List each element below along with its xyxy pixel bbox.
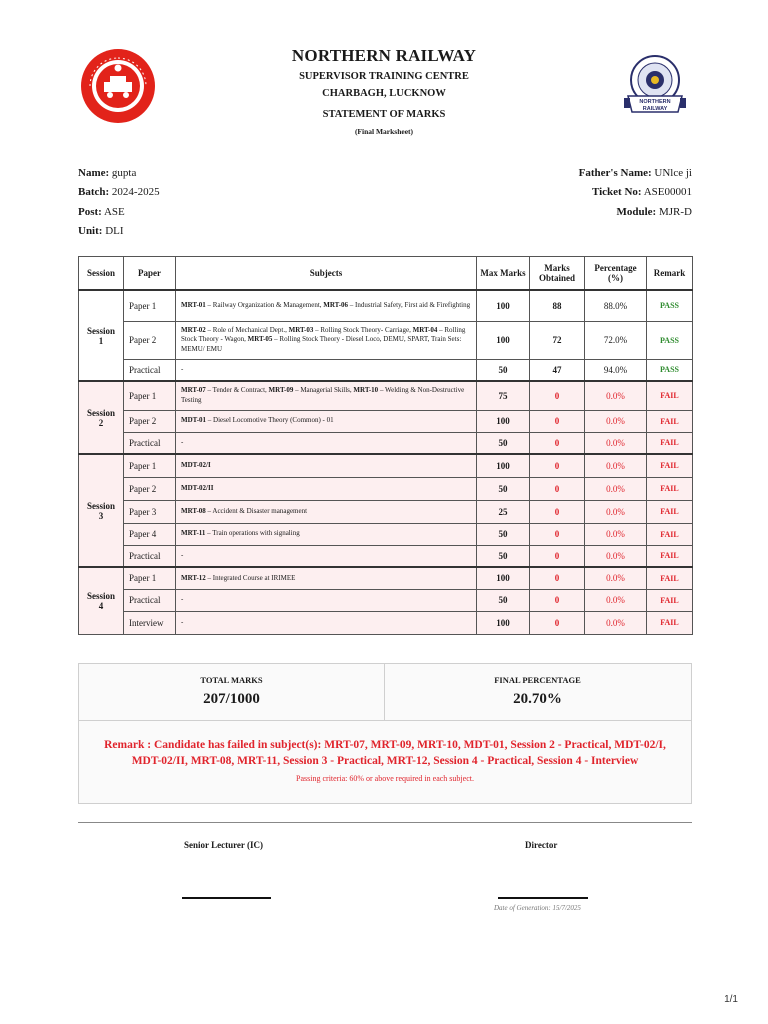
subject-code: MRT-06 xyxy=(323,301,349,310)
percentage-cell: 0.0% xyxy=(585,454,647,477)
total-marks-value: 207/1000 xyxy=(203,691,260,707)
marks-table xyxy=(78,256,693,635)
subject-code: MRT-04 xyxy=(412,325,438,334)
module-field xyxy=(617,206,693,218)
ticket-label: Ticket No: xyxy=(591,186,642,198)
max-marks-cell: 100 xyxy=(477,567,530,589)
paper-cell: Practical xyxy=(124,589,176,611)
paper-cell: Interview xyxy=(124,611,176,634)
subjects-cell xyxy=(176,567,477,589)
subjects-cell xyxy=(176,381,477,410)
father-name-field xyxy=(579,167,692,179)
table-row xyxy=(79,359,693,381)
percentage-cell: 0.0% xyxy=(585,523,647,545)
marks-obtained-cell: 0 xyxy=(530,589,585,611)
subject-code: MRT-08 xyxy=(181,506,206,515)
remark-cell: FAIL xyxy=(647,589,693,611)
subjects-cell xyxy=(176,359,477,381)
post-value: ASE xyxy=(103,206,125,218)
subjects-cell xyxy=(176,321,477,359)
subject-description: – Tender & Contract, xyxy=(205,386,269,395)
table-row xyxy=(79,589,693,611)
max-marks-cell: 50 xyxy=(477,545,530,567)
senior-lecturer-signature-label: Senior Lecturer (IC) xyxy=(184,840,263,850)
marks-obtained-cell: 0 xyxy=(530,477,585,500)
table-row xyxy=(79,410,693,432)
subjects-cell xyxy=(176,611,477,634)
percentage-cell: 0.0% xyxy=(585,410,647,432)
marks-obtained-cell: 0 xyxy=(530,410,585,432)
percentage-cell: 0.0% xyxy=(585,477,647,500)
unit-label: Unit: xyxy=(78,225,103,237)
column-header: Paper xyxy=(124,257,176,291)
final-remark: Remark : Candidate has failed in subject(s): MRT-07, MRT-09, MRT-10, MDT-01, Session 2 - Practical, MDT-02/I, MDT-02/II, MRT-08, MRT-11, Session 3 - Practical, MRT-12, Session 4 - Practical, Session 4 - Interview xyxy=(104,739,666,767)
subject-code: MDT-02/II xyxy=(181,483,214,492)
name-value: gupta xyxy=(111,167,137,179)
subject-code: MRT-10 xyxy=(353,386,379,395)
father-name-value: UNlce ji xyxy=(654,167,692,179)
subject-code: MRT-12 xyxy=(181,573,206,582)
name-field xyxy=(78,167,136,179)
remark-cell: FAIL xyxy=(647,567,693,589)
marks-obtained-cell: 0 xyxy=(530,523,585,545)
marks-obtained-cell: 0 xyxy=(530,432,585,454)
percentage-cell: 0.0% xyxy=(585,589,647,611)
marks-obtained-cell: 47 xyxy=(530,359,585,381)
paper-cell: Paper 2 xyxy=(124,321,176,359)
indian-railways-emblem-icon xyxy=(80,48,156,124)
session-cell: Session 4 xyxy=(79,567,124,634)
max-marks-cell: 100 xyxy=(477,321,530,359)
session-cell: Session 1 xyxy=(79,290,124,381)
svg-text:RAILWAY: RAILWAY xyxy=(642,106,668,112)
generation-date: Date of Generation: 15/7/2025 xyxy=(494,904,581,912)
unit-field xyxy=(78,225,124,237)
subject-description: – Diesel Locomotive Theory (Common) - 01 xyxy=(206,416,334,425)
paper-cell: Paper 3 xyxy=(124,500,176,523)
percentage-cell: 0.0% xyxy=(585,381,647,410)
director-signature-label: Director xyxy=(525,840,558,850)
centre-name: SUPERVISOR TRAINING CENTRE xyxy=(299,71,469,82)
paper-cell: Paper 1 xyxy=(124,290,176,321)
centre-location: CHARBAGH, LUCKNOW xyxy=(322,88,446,99)
subjects-cell xyxy=(176,410,477,432)
table-row xyxy=(79,290,693,321)
marks-table-body xyxy=(79,290,693,634)
subject-description: – Accident & Disaster management xyxy=(205,506,308,515)
subjects-cell xyxy=(176,477,477,500)
max-marks-cell: 50 xyxy=(477,359,530,381)
marks-obtained-cell: 0 xyxy=(530,545,585,567)
senior-lecturer-signature-line xyxy=(182,897,271,899)
module-label: Module: xyxy=(616,206,657,218)
paper-cell: Practical xyxy=(124,432,176,454)
subject-code: MRT-07 xyxy=(181,386,206,395)
paper-cell: Paper 1 xyxy=(124,567,176,589)
paper-cell: Paper 4 xyxy=(124,523,176,545)
footer-divider xyxy=(78,822,692,823)
subject-description: - xyxy=(181,595,184,604)
subject-description: – Managerial Skills, xyxy=(293,386,354,395)
max-marks-cell: 50 xyxy=(477,589,530,611)
subject-description: - xyxy=(181,551,184,560)
marks-obtained-cell: 88 xyxy=(530,290,585,321)
subject-description: – Integrated Course at IRIMEE xyxy=(205,573,296,582)
father-name-label: Father's Name: xyxy=(578,167,652,179)
page-number: 1/1 xyxy=(724,994,738,1005)
remark-cell: PASS xyxy=(647,359,693,381)
column-header: Marks Obtained xyxy=(530,257,585,291)
max-marks-cell: 50 xyxy=(477,432,530,454)
remark-cell: FAIL xyxy=(647,523,693,545)
module-value: MJR-D xyxy=(658,206,692,218)
post-field xyxy=(78,206,125,218)
percentage-cell: 0.0% xyxy=(585,545,647,567)
percentage-cell: 0.0% xyxy=(585,567,647,589)
paper-cell: Paper 1 xyxy=(124,454,176,477)
subjects-cell xyxy=(176,523,477,545)
table-row xyxy=(79,381,693,410)
unit-value: DLI xyxy=(105,225,124,237)
director-signature-line xyxy=(498,897,588,899)
post-label: Post: xyxy=(78,206,102,218)
remark-cell: PASS xyxy=(647,290,693,321)
table-row xyxy=(79,454,693,477)
subject-code: MRT-02 xyxy=(181,325,206,334)
session-cell: Session 2 xyxy=(79,381,124,454)
table-row xyxy=(79,523,693,545)
subject-description: – Rolling Stock Theory - Wagon, xyxy=(181,325,466,344)
remark-cell: FAIL xyxy=(647,454,693,477)
marks-obtained-cell: 0 xyxy=(530,567,585,589)
percentage-cell: 88.0% xyxy=(585,290,647,321)
max-marks-cell: 100 xyxy=(477,290,530,321)
remark-cell: FAIL xyxy=(647,477,693,500)
remark-cell: FAIL xyxy=(647,611,693,634)
max-marks-cell: 100 xyxy=(477,454,530,477)
subject-code: MDT-02/I xyxy=(181,461,211,470)
passing-criteria: Passing criteria: 60% or above required in each subject. xyxy=(296,774,474,783)
document-subtitle: (Final Marksheet) xyxy=(354,127,414,136)
column-header: Percentage (%) xyxy=(585,257,647,291)
table-row xyxy=(79,321,693,359)
column-header: Remark xyxy=(647,257,693,291)
subject-description: - xyxy=(181,617,184,626)
subject-code: MRT-09 xyxy=(268,386,294,395)
subjects-cell xyxy=(176,589,477,611)
max-marks-cell: 50 xyxy=(477,523,530,545)
subject-description: – Train operations with signaling xyxy=(205,529,300,538)
remark-cell: FAIL xyxy=(647,381,693,410)
subject-description: - xyxy=(181,365,184,374)
max-marks-cell: 75 xyxy=(477,381,530,410)
subjects-cell xyxy=(176,500,477,523)
summary-totals xyxy=(79,664,691,721)
max-marks-cell: 100 xyxy=(477,611,530,634)
session-cell: Session 3 xyxy=(79,454,124,567)
ticket-field xyxy=(592,186,692,198)
subject-description: – Industrial Safety, First aid & Firefighting xyxy=(348,301,471,310)
max-marks-cell: 100 xyxy=(477,410,530,432)
paper-cell: Paper 1 xyxy=(124,381,176,410)
subject-code: MRT-01 xyxy=(181,301,206,310)
subject-code: MDT-01 xyxy=(181,416,207,425)
percentage-cell: 94.0% xyxy=(585,359,647,381)
subject-description: – Role of Mechanical Dept., xyxy=(205,325,289,334)
max-marks-cell: 25 xyxy=(477,500,530,523)
total-marks-label: TOTAL MARKS xyxy=(200,675,263,685)
batch-field xyxy=(78,186,160,198)
subject-description: – Rolling Stock Theory- Carriage, xyxy=(313,325,413,334)
table-header-row xyxy=(79,257,693,291)
subject-code: MRT-11 xyxy=(181,529,206,538)
column-header: Max Marks xyxy=(477,257,530,291)
subject-code: MRT-05 xyxy=(247,335,273,344)
marks-obtained-cell: 0 xyxy=(530,454,585,477)
final-percentage-value: 20.70% xyxy=(513,691,562,707)
summary-box xyxy=(78,663,692,804)
column-header: Session xyxy=(79,257,124,291)
marks-obtained-cell: 72 xyxy=(530,321,585,359)
table-row xyxy=(79,477,693,500)
remark-cell: FAIL xyxy=(647,410,693,432)
ticket-value: ASE00001 xyxy=(643,186,692,198)
subjects-cell xyxy=(176,545,477,567)
remark-cell: FAIL xyxy=(647,432,693,454)
svg-text:NORTHERN: NORTHERN xyxy=(639,99,671,105)
table-row xyxy=(79,567,693,589)
percentage-cell: 0.0% xyxy=(585,500,647,523)
subject-description: – Welding & Non-Destructive Testing xyxy=(181,386,465,404)
paper-cell: Paper 2 xyxy=(124,410,176,432)
marks-obtained-cell: 0 xyxy=(530,381,585,410)
table-row xyxy=(79,611,693,634)
paper-cell: Practical xyxy=(124,359,176,381)
subject-code: MRT-03 xyxy=(288,325,314,334)
name-label: Name: xyxy=(78,167,110,179)
percentage-cell: 0.0% xyxy=(585,611,647,634)
paper-cell: Practical xyxy=(124,545,176,567)
final-percentage-label: FINAL PERCENTAGE xyxy=(494,675,581,685)
column-header: Subjects xyxy=(176,257,477,291)
subjects-cell xyxy=(176,432,477,454)
subject-description: – Rolling Stock Theory - Diesel Loco, DEMU, SPART, Train Sets: MEMU/ EMU xyxy=(181,335,462,353)
subjects-cell xyxy=(176,290,477,321)
paper-cell: Paper 2 xyxy=(124,477,176,500)
subjects-cell xyxy=(176,454,477,477)
subject-description: - xyxy=(181,438,184,447)
table-row xyxy=(79,500,693,523)
table-row xyxy=(79,432,693,454)
subject-description: – Railway Organization & Management, xyxy=(205,301,324,310)
marks-obtained-cell: 0 xyxy=(530,500,585,523)
remark-cell: PASS xyxy=(647,321,693,359)
document-title: STATEMENT OF MARKS xyxy=(322,109,446,120)
page-title: NORTHERN RAILWAY xyxy=(291,46,477,65)
max-marks-cell: 50 xyxy=(477,477,530,500)
percentage-cell: 72.0% xyxy=(585,321,647,359)
remark-cell: FAIL xyxy=(647,545,693,567)
batch-label: Batch: xyxy=(78,186,110,198)
northern-railway-emblem-icon xyxy=(622,52,688,120)
table-row xyxy=(79,545,693,567)
marks-obtained-cell: 0 xyxy=(530,611,585,634)
percentage-cell: 0.0% xyxy=(585,432,647,454)
batch-value: 2024-2025 xyxy=(111,186,160,198)
remark-cell: FAIL xyxy=(647,500,693,523)
